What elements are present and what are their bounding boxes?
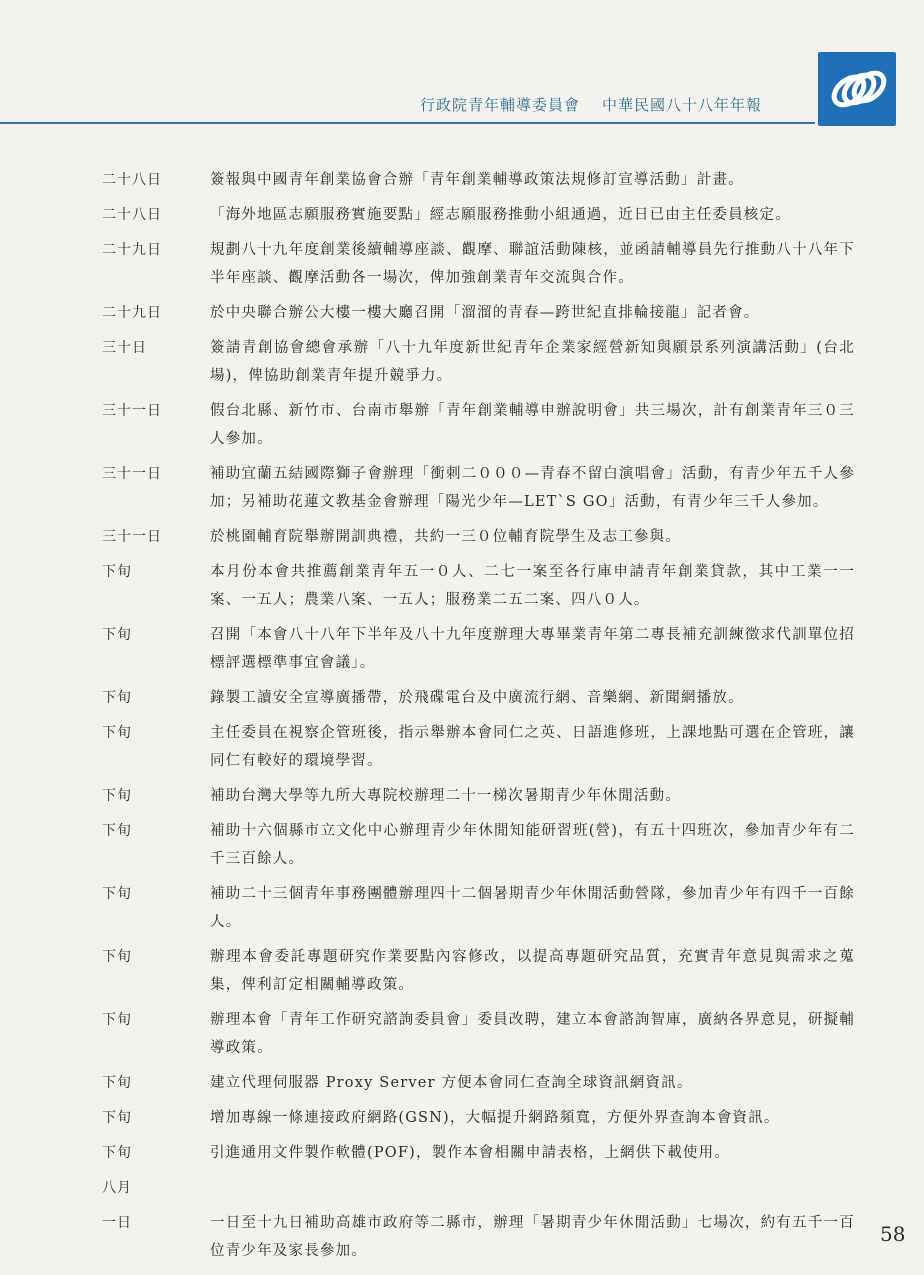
entry-date: 下旬	[102, 1012, 132, 1028]
chronology-entry	[0, 621, 924, 677]
entry-date: 二十八日	[102, 207, 162, 223]
entry-text: 召開「本會八十八年下半年及八十九年度辦理大專畢業青年第二專長補充訓練徵求代訓單位招標評選標準事宜會議」。	[210, 627, 855, 671]
chronology-list	[0, 166, 924, 1272]
entry-date: 下旬	[102, 564, 132, 580]
entry-date: 二十八日	[102, 172, 162, 188]
month-heading	[0, 1174, 924, 1202]
chronology-entry	[0, 460, 924, 516]
header-report: 中華民國八十八年年報	[602, 96, 763, 114]
entry-text: 簽報與中國青年創業協會合辦「青年創業輔導政策法規修訂宣導活動」計畫。	[210, 172, 744, 188]
chronology-entry	[0, 397, 924, 453]
entry-text: 引進通用文件製作軟體(POF)，製作本會相關申請表格，上網供下載使用。	[210, 1145, 731, 1161]
entry-text: 建立代理伺服器 Proxy Server 方便本會同仁查詢全球資訊網資訊。	[210, 1075, 693, 1091]
chronology-entry	[0, 1209, 924, 1265]
entry-text: 辦理本會「青年工作研究諮詢委員會」委員改聘，建立本會諮詢智庫，廣納各界意見，研擬輔導政策。	[210, 1012, 855, 1056]
chronology-entry	[0, 1104, 924, 1132]
entry-text: 「海外地區志願服務實施要點」經志願服務推動小組通過，近日已由主任委員核定。	[210, 207, 791, 223]
header-rule	[0, 122, 815, 124]
chronology-entry	[0, 334, 924, 390]
entry-text: 錄製工讀安全宣導廣播帶，於飛碟電台及中廣流行網、音樂網、新聞網播放。	[210, 690, 744, 706]
chronology-entry	[0, 817, 924, 873]
chronology-entry	[0, 880, 924, 936]
entry-date: 下旬	[102, 725, 132, 741]
entry-text: 補助台灣大學等九所大專院校辦理二十一梯次暑期青少年休閒活動。	[210, 788, 681, 804]
entry-text: 辦理本會委託專題研究作業要點內容修改，以提高專題研究品質，充實青年意見與需求之蒐集，俾利訂定相關輔導政策。	[210, 949, 855, 993]
entry-text: 規劃八十九年度創業後續輔導座談、觀摩、聯誼活動陳核，並函請輔導員先行推動八十八年下半年座談、觀摩活動各一場次，俾加強創業青年交流與合作。	[210, 242, 855, 286]
chronology-entry	[0, 201, 924, 229]
entry-date: 下旬	[102, 788, 132, 804]
entry-date: 三十一日	[102, 529, 162, 545]
entry-date: 下旬	[102, 627, 132, 643]
chronology-entry	[0, 782, 924, 810]
chronology-entry	[0, 558, 924, 614]
header-title	[420, 94, 762, 115]
entry-text: 假台北縣、新竹市、台南市舉辦「青年創業輔導申辦說明會」共三場次，計有創業青年三０三人參加。	[210, 403, 855, 447]
header-org: 行政院青年輔導委員會	[420, 96, 581, 114]
chronology-entry	[0, 1069, 924, 1097]
entry-date: 下旬	[102, 949, 132, 965]
entry-date: 三十日	[102, 340, 147, 356]
entry-text: 於桃園輔育院舉辦開訓典禮，共約一三０位輔育院學生及志工參與。	[210, 529, 681, 545]
entry-text: 本月份本會共推薦創業青年五一０人、二七一案至各行庫申請青年創業貸款，其中工業一一案、一五人；農業八案、一五人；服務業二五二案、四八０人。	[210, 564, 855, 608]
entry-text: 簽請青創協會總會承辦「八十九年度新世紀青年企業家經營新知與願景系列演講活動」(台北場)，俾協助創業青年提升競爭力。	[210, 340, 855, 384]
interlocking-rings-icon	[818, 52, 896, 126]
chronology-entry	[0, 523, 924, 551]
entry-date: 下旬	[102, 1145, 132, 1161]
chronology-entry	[0, 166, 924, 194]
entry-date: 一日	[102, 1215, 132, 1231]
entry-date: 二十九日	[102, 305, 162, 321]
entry-date: 下旬	[102, 1075, 132, 1091]
chronology-entry	[0, 719, 924, 775]
entry-date: 下旬	[102, 823, 132, 839]
entry-text: 增加專線一條連接政府網路(GSN)，大幅提升網路頻寬，方便外界查詢本會資訊。	[210, 1110, 780, 1126]
chronology-entry	[0, 1139, 924, 1167]
page-number: 58	[880, 1222, 906, 1246]
chronology-entry	[0, 236, 924, 292]
entry-date: 二十九日	[102, 242, 162, 258]
entry-date: 三十一日	[102, 403, 162, 419]
entry-text: 主任委員在視察企管班後，指示舉辦本會同仁之英、日語進修班，上課地點可選在企管班，讓同仁有較好的環境學習。	[210, 725, 855, 769]
month-label: 八月	[102, 1180, 132, 1196]
entry-text: 補助十六個縣市立文化中心辦理青少年休閒知能研習班(營)，有五十四班次，參加青少年有二千三百餘人。	[210, 823, 855, 867]
entry-text: 於中央聯合辦公大樓一樓大廳召開「溜溜的青春—跨世紀直排輪接龍」記者會。	[210, 305, 760, 321]
chronology-entry	[0, 684, 924, 712]
entry-date: 下旬	[102, 886, 132, 902]
entry-text: 補助二十三個青年事務團體辦理四十二個暑期青少年休閒活動營隊，參加青少年有四千一百餘人。	[210, 886, 855, 930]
chronology-entry	[0, 943, 924, 999]
entry-text: 補助宜蘭五結國際獅子會辦理「衝刺二０００—青春不留白演唱會」活動，有青少年五千人參加；另補助花蓮文教基金會辦理「陽光少年—LET`S GO」活動，有青少年三千人參加。	[210, 466, 855, 510]
entry-date: 三十一日	[102, 466, 162, 482]
chronology-entry	[0, 1006, 924, 1062]
entry-date: 下旬	[102, 690, 132, 706]
entry-date: 下旬	[102, 1110, 132, 1126]
chronology-entry	[0, 299, 924, 327]
entry-text: 一日至十九日補助高雄市政府等二縣市，辦理「暑期青少年休閒活動」七場次，約有五千一百位青少年及家長參加。	[210, 1215, 855, 1259]
